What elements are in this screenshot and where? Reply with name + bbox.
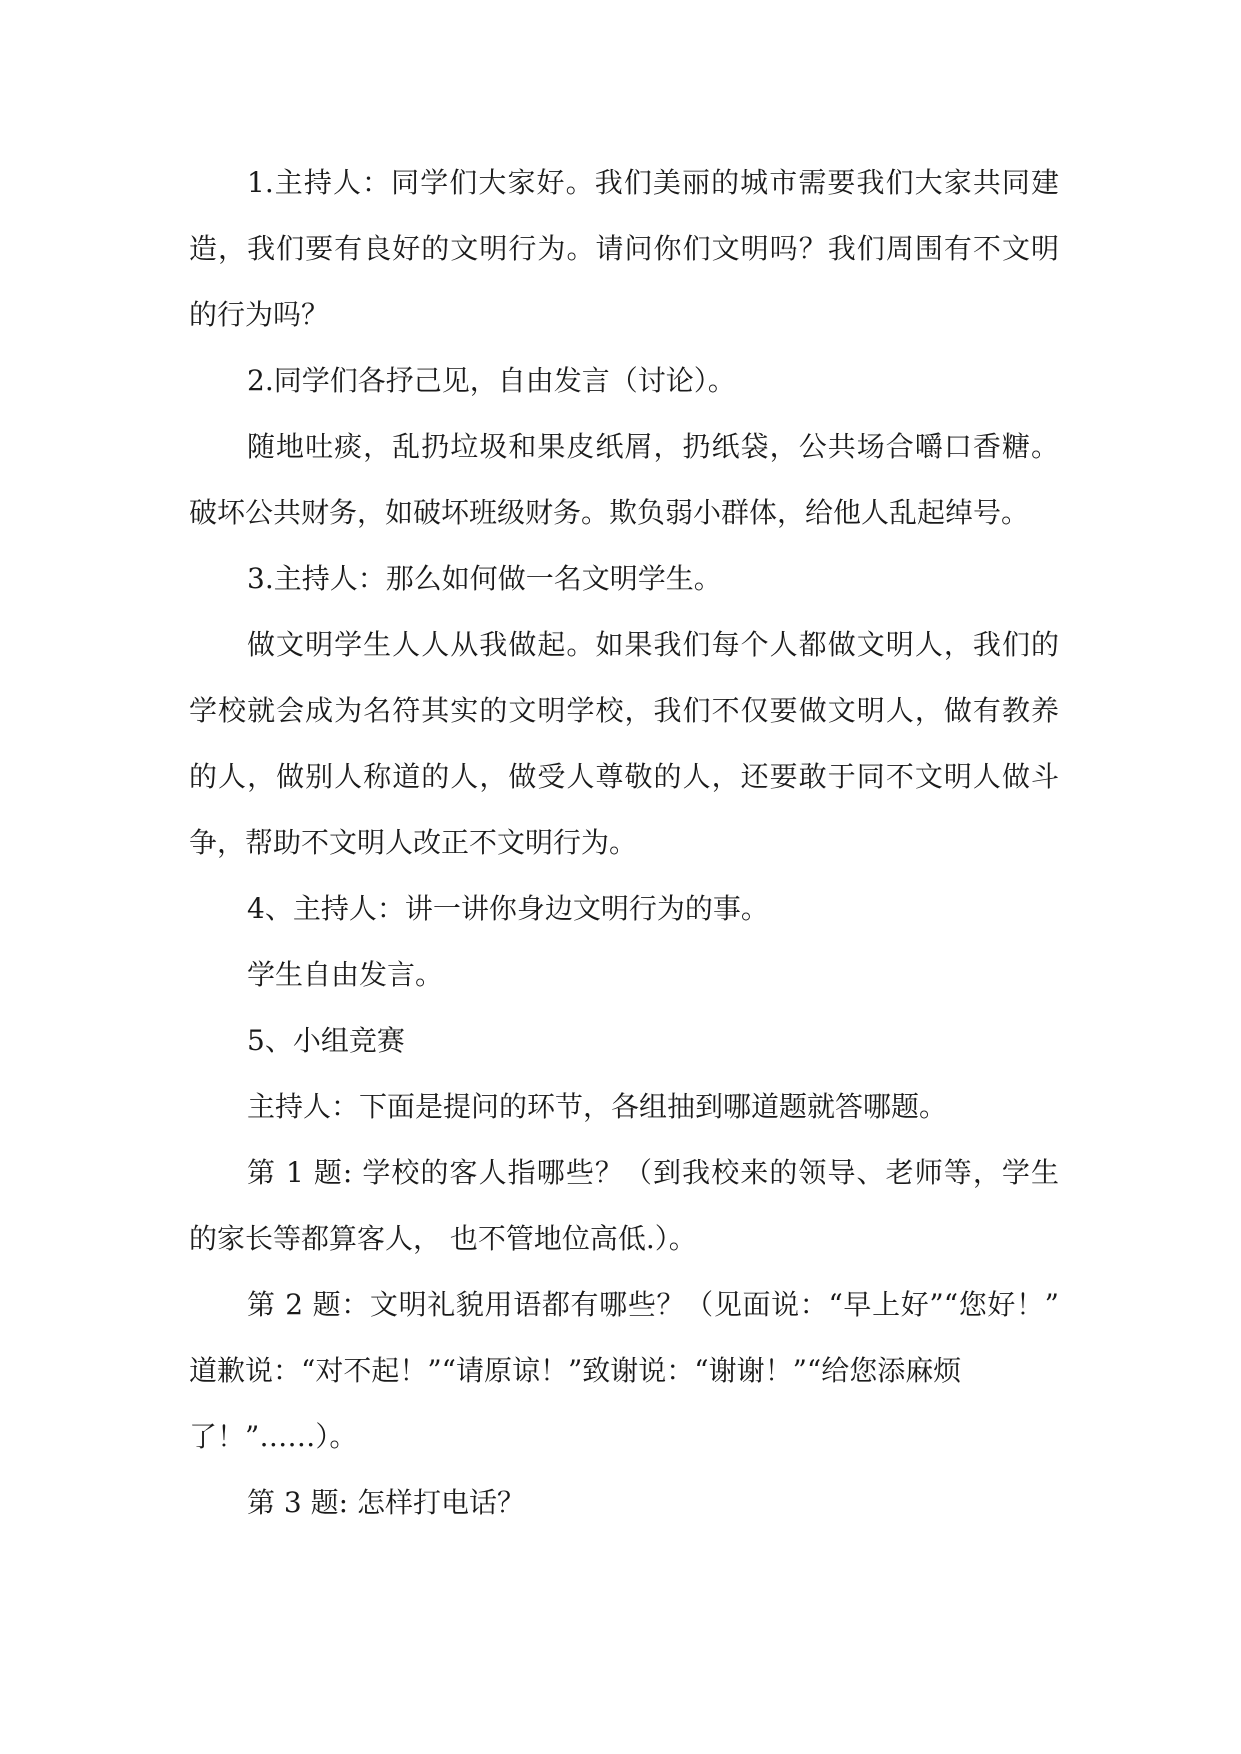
paragraph-question-3 <box>189 1470 1059 1536</box>
text-line: 了！”……）。 <box>189 1420 358 1453</box>
text-line: 的人，做别人称道的人，做受人尊敬的人，还要敢于同不文明人做斗 <box>189 760 1059 793</box>
text-line: 的行为吗？ <box>189 298 330 331</box>
text-line: 的家长等都算客人， 也不管地位高低.）。 <box>189 1222 697 1255</box>
paragraph-question-2 <box>189 1272 1059 1470</box>
text-line: 第 2 题：文明礼貌用语都有哪些？（见面说：“早上好”“您好！” <box>247 1288 1059 1321</box>
text-line: 学校就会成为名符其实的文明学校，我们不仅要做文明人，做有教养 <box>189 694 1059 727</box>
paragraph-host-question <box>189 546 1059 612</box>
text-line: 4、主持人：讲一讲你身边文明行为的事。 <box>247 892 769 925</box>
text-line: 主持人：下面是提问的环节，各组抽到哪道题就答哪题。 <box>247 1090 948 1123</box>
text-line: 破坏公共财务，如破坏班级财务。欺负弱小群体，给他人乱起绰号。 <box>189 496 1030 529</box>
text-line: 道歉说：“对不起！”“请原谅！”致谢说：“谢谢！”“给您添麻烦 <box>189 1354 962 1387</box>
text-line: 争，帮助不文明人改正不文明行为。 <box>189 826 638 859</box>
text-line: 第 1 题: 学校的客人指哪些？（到我校来的领导、老师等，学生 <box>247 1156 1059 1189</box>
paragraph-free-speech <box>189 942 1059 1008</box>
text-line: 5、小组竞赛 <box>247 1024 405 1057</box>
text-line: 学生自由发言。 <box>247 958 444 991</box>
text-line: 造，我们要有良好的文明行为。请问你们文明吗？我们周围有不文明 <box>189 232 1059 265</box>
paragraph-question-1 <box>189 1140 1059 1272</box>
text-line: 3.主持人：那么如何做一名文明学生。 <box>247 562 722 595</box>
paragraph-uncivil-examples <box>189 414 1059 546</box>
text-line: 第 3 题: 怎样打电话？ <box>247 1486 525 1519</box>
text-line: 1.主持人：同学们大家好。我们美丽的城市需要我们大家共同建 <box>247 166 1059 199</box>
text-line: 做文明学生人人从我做起。如果我们每个人都做文明人，我们的 <box>247 628 1059 661</box>
text-line: 随地吐痰，乱扔垃圾和果皮纸屑，扔纸袋，公共场合嚼口香糖。 <box>247 430 1059 463</box>
document-page <box>189 150 1059 1536</box>
paragraph-discussion <box>189 348 1059 414</box>
text-line: 2.同学们各抒己见，自由发言（讨论）。 <box>247 364 736 397</box>
paragraph-group-contest <box>189 1008 1059 1074</box>
paragraph-host-stories <box>189 876 1059 942</box>
paragraph-host-greeting <box>189 150 1059 348</box>
paragraph-civil-student <box>189 612 1059 876</box>
paragraph-host-quiz-intro <box>189 1074 1059 1140</box>
